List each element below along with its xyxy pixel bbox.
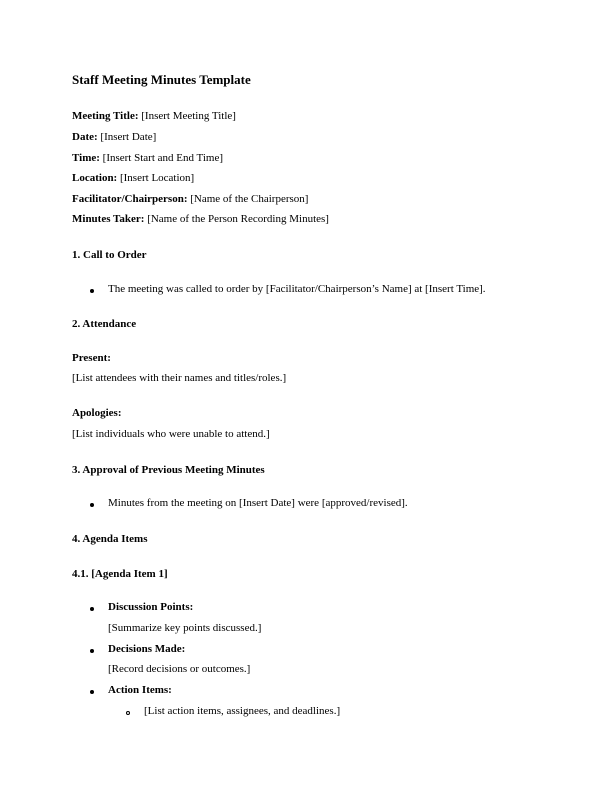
meta-value: [Name of the Person Recording Minutes] xyxy=(147,213,329,225)
meta-label: Date: xyxy=(72,131,98,143)
meta-label: Location: xyxy=(72,172,118,184)
bullet-dot xyxy=(90,690,94,694)
meta-facilitator xyxy=(72,192,308,207)
meta-time xyxy=(72,151,223,166)
decisions-text: [Record decisions or outcomes.] xyxy=(108,663,251,675)
call-to-order-bullet: The meeting was called to order by [Facilitator/Chairperson’s Name] at [Insert Time]. xyxy=(108,283,486,295)
document-title: Staff Meeting Minutes Template xyxy=(72,72,251,87)
approval-bullet: Minutes from the meeting on [Insert Date] were [approved/revised]. xyxy=(108,497,408,509)
meta-label: Time: xyxy=(72,152,100,164)
section-heading-agenda: 4. Agenda Items xyxy=(72,533,148,545)
bullet-dot xyxy=(90,289,94,293)
meta-date xyxy=(72,130,156,145)
discussion-label: Discussion Points: xyxy=(108,601,194,613)
meta-minutes-taker xyxy=(72,212,329,227)
section-heading-attendance: 2. Attendance xyxy=(72,318,137,330)
meta-value: [Insert Date] xyxy=(100,131,157,143)
section-heading-approval: 3. Approval of Previous Meeting Minutes xyxy=(72,464,265,476)
meta-label: Minutes Taker: xyxy=(72,213,145,225)
meta-value: [Name of the Chairperson] xyxy=(190,193,309,205)
present-text: [List attendees with their names and titles/roles.] xyxy=(72,372,287,384)
decisions-label: Decisions Made: xyxy=(108,643,186,655)
meta-location xyxy=(72,171,194,186)
meta-meeting-title xyxy=(72,109,236,124)
section-heading-call-to-order: 1. Call to Order xyxy=(72,249,147,261)
bullet-dot xyxy=(90,649,94,653)
action-text: [List action items, assignees, and deadlines.] xyxy=(144,705,341,717)
present-label: Present: xyxy=(72,352,111,364)
discussion-text: [Summarize key points discussed.] xyxy=(108,622,262,634)
bullet-dot xyxy=(90,607,94,611)
sub-bullet-circle xyxy=(126,711,130,715)
apologies-label: Apologies: xyxy=(72,407,122,419)
bullet-dot xyxy=(90,503,94,507)
action-label: Action Items: xyxy=(108,684,172,696)
meta-value: [Insert Meeting Title] xyxy=(141,110,236,122)
meta-value: [Insert Start and End Time] xyxy=(102,152,224,164)
apologies-text: [List individuals who were unable to attend.] xyxy=(72,428,270,440)
agenda-item-heading: 4.1. [Agenda Item 1] xyxy=(72,568,168,580)
meta-label: Meeting Title: xyxy=(72,110,139,122)
meta-label: Facilitator/Chairperson: xyxy=(72,193,188,205)
meta-value: [Insert Location] xyxy=(119,172,195,184)
